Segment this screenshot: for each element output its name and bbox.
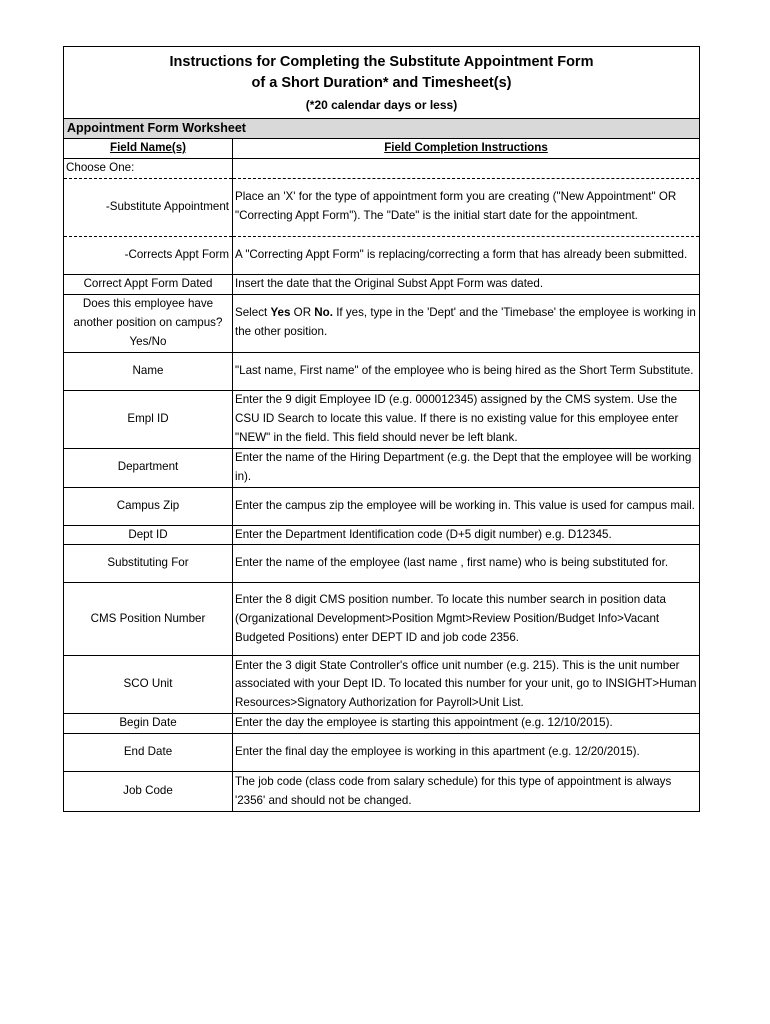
table-row	[64, 772, 699, 812]
field-name: Campus Zip	[64, 487, 233, 525]
field-instruction: Select Yes OR No. If yes, type in the 'Dept' and the 'Timebase' the employee is working in the other position.	[235, 306, 696, 339]
table-row	[64, 352, 699, 390]
field-instruction: Enter the 8 digit CMS position number. To locate this number search in position data (Organizational Development>Position Mgmt>Review Position/Budget Info>Vacant Budgeted Positions) enter DEPT ID and job code 2356.	[235, 593, 666, 644]
field-name: -Substitute Appointment	[64, 178, 233, 236]
field-name: Department	[64, 448, 233, 487]
col-header-field-name: Field Name(s)	[64, 139, 233, 158]
field-instruction: Place an 'X' for the type of appointment form you are creating ("New Appointment" OR "Correcting Appt Form"). The "Date" is the initial start date for the appointment.	[235, 190, 677, 223]
field-instruction: Insert the date that the Original Subst Appt Form was dated.	[235, 276, 544, 290]
table-header-row	[64, 139, 699, 158]
title-line-2: of a Short Duration* and Timesheet(s)	[251, 75, 512, 91]
field-instruction: Enter the name of the employee (last name , first name) who is being substituted for.	[235, 556, 669, 570]
instruction-sheet	[63, 46, 700, 812]
field-name: Does this employee have another position on campus? Yes/No	[64, 294, 233, 352]
table-row	[64, 545, 699, 583]
field-instruction: Enter the name of the Hiring Department (e.g. the Dept that the employee will be working in).	[235, 450, 692, 483]
field-name: Begin Date	[64, 714, 233, 734]
col-header-instructions: Field Completion Instructions	[384, 141, 548, 154]
table-row	[64, 714, 699, 734]
instructions-table	[64, 139, 699, 811]
field-instruction: "Last name, First name" of the employee who is being hired as the Short Term Substitute.	[235, 363, 694, 377]
field-name: -Corrects Appt Form	[64, 236, 233, 274]
table-row	[64, 158, 699, 178]
table-row	[64, 294, 699, 352]
table-row	[64, 525, 699, 545]
field-name: Substituting For	[64, 545, 233, 583]
field-name: Dept ID	[64, 525, 233, 545]
field-instruction: The job code (class code from salary schedule) for this type of appointment is always '2356' and should not be changed.	[235, 774, 672, 807]
field-name: SCO Unit	[64, 656, 233, 714]
subtitle: (*20 calendar days or less)	[305, 98, 458, 112]
table-row	[64, 274, 699, 294]
field-name: Name	[64, 352, 233, 390]
field-name: Job Code	[64, 772, 233, 812]
choose-one-label: Choose One:	[64, 158, 233, 178]
table-row	[64, 236, 699, 274]
title-block	[64, 47, 699, 119]
field-instruction: Enter the campus zip the employee will be working in. This value is used for campus mail.	[235, 498, 695, 512]
table-row	[64, 656, 699, 714]
field-instruction: Enter the 3 digit State Controller's office unit number (e.g. 215). This is the unit number associated with your Dept ID. To located this number for your unit, go to INSIGHT>Human Resources>Signatory Authorization for Payroll>Unit List.	[235, 658, 697, 710]
table-row	[64, 448, 699, 487]
section-header: Appointment Form Worksheet	[64, 119, 699, 139]
table-row	[64, 487, 699, 525]
field-name: Empl ID	[64, 390, 233, 448]
field-name: Correct Appt Form Dated	[64, 274, 233, 294]
table-row	[64, 390, 699, 448]
field-instruction: Enter the final day the employee is working in this apartment (e.g. 12/20/2015).	[235, 745, 640, 759]
title-line-1: Instructions for Completing the Substitute Appointment Form	[169, 54, 594, 70]
field-instruction: Enter the day the employee is starting this appointment (e.g. 12/10/2015).	[235, 716, 613, 730]
field-instruction: A "Correcting Appt Form" is replacing/correcting a form that has already been submitted.	[235, 247, 688, 261]
field-name: End Date	[64, 734, 233, 772]
table-row	[64, 734, 699, 772]
table-row	[64, 178, 699, 236]
field-name: CMS Position Number	[64, 583, 233, 656]
field-instruction: Enter the 9 digit Employee ID (e.g. 000012345) assigned by the CMS system. Use the CSU ID Search to locate this value. If there is no existing value for this employee enter "NEW" in the field. This field should never be left blank.	[235, 392, 679, 444]
field-instruction: Enter the Department Identification code (D+5 digit number) e.g. D12345.	[235, 527, 612, 541]
table-row	[64, 583, 699, 656]
